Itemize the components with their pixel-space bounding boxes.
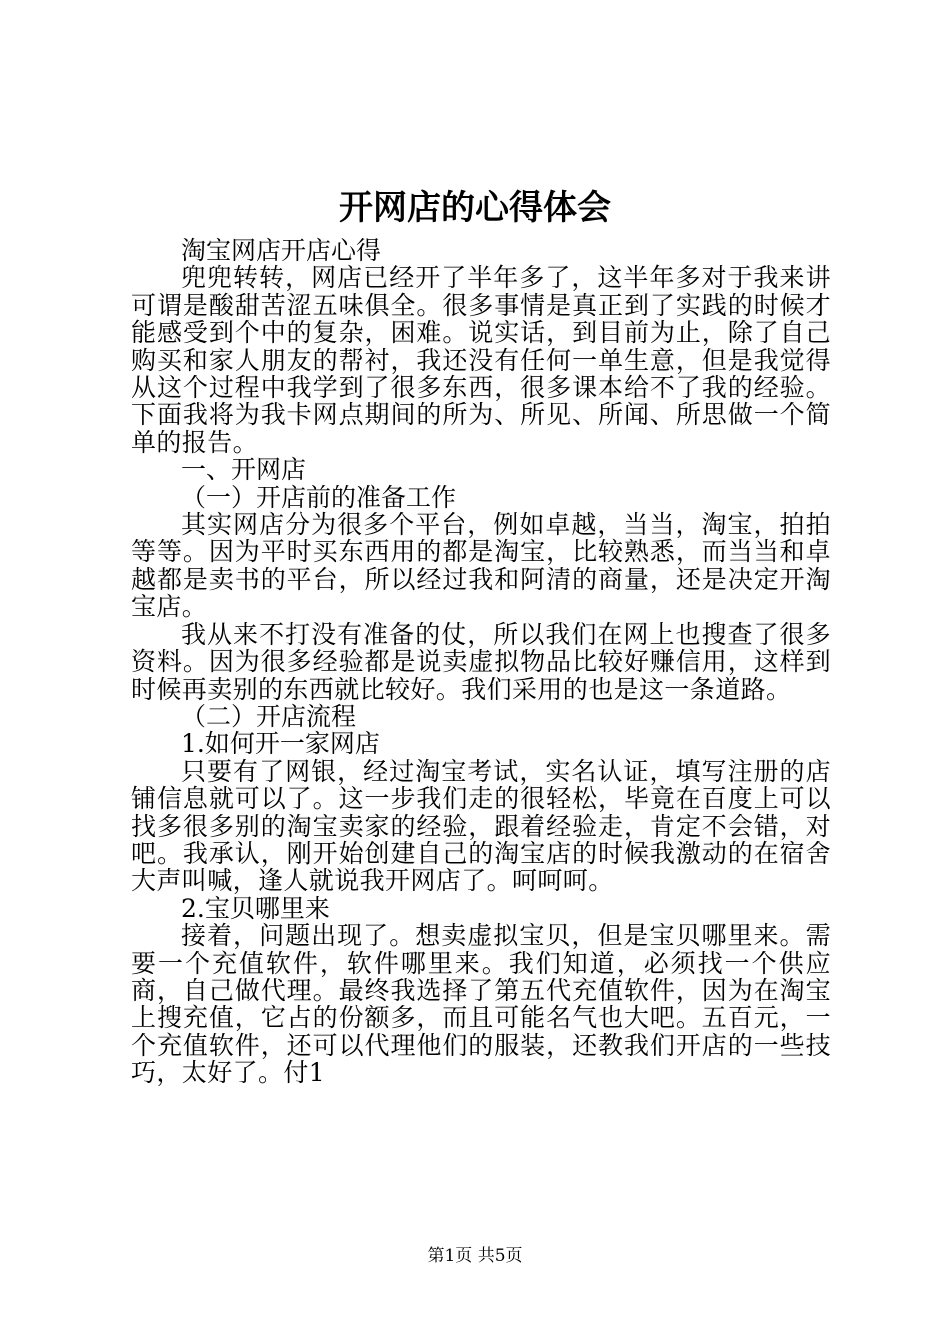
document-body (131, 237, 831, 1087)
section-heading: 淘宝网店开店心得 (181, 236, 382, 265)
section-heading: 一、开网店 (181, 455, 307, 485)
page-number-footer: 第1页 共5页 (427, 1246, 523, 1266)
subsection-heading: （一）开店前的准备工作 (181, 482, 457, 512)
paragraph: 只要有了网银，经过淘宝考试，实名认证，填写注册的店铺信息就可以了。这一步我们走的很轻松，毕竟在百度上可以找多很多别的淘宝卖家的经验，跟着经验走，肯定不会错，对吧。我承认，刚开始创建自己的淘宝店的时候我激动的在宿舍大声叫喊，逢人就说我开网店了。呵呵呵。 (131, 756, 831, 896)
subsection-heading: （二）开店流程 (181, 701, 357, 731)
paragraph: 兜兜转转，网店已经开了半年多了，这半年多对于我来讲可谓是酸甜苦涩五味俱全。很多事情是真正到了实践的时候才能感受到个中的复杂，困难。说实话，到目前为止，除了自己购买和家人朋友的帮衬，我还没有任何一单生意，但是我觉得从这个过程中我学到了很多东西，很多课本给不了我的经验。下面我将为我卡网点期间的所为、所见、所闻、所思做一个简单的报告。 (131, 263, 831, 457)
document-title: 开网店的心得体会 (339, 188, 611, 228)
paragraph: 其实网店分为很多个平台，例如卓越，当当，淘宝，拍拍等等。因为平时买东西用的都是淘宝，比较熟悉，而当当和卓越都是卖书的平台，所以经过我和阿清的商量，还是决定开淘宝店。 (131, 510, 831, 622)
paragraph: 我从来不打没有准备的仗，所以我们在网上也搜查了很多资料。因为很多经验都是说卖虚拟物品比较好赚信用，这样到时候再卖别的东西就比较好。我们采用的也是这一条道路。 (131, 619, 831, 704)
paragraph: 接着，问题出现了。想卖虚拟宝贝，但是宝贝哪里来。需要一个充值软件，软件哪里来。我们知道，必须找一个供应商，自己做代理。最终我选择了第五代充值软件，因为在淘宝上搜充值，它占的份额多，而且可能名气也大吧。五百元，一个充值软件，还可以代理他们的服装，还教我们开店的一些技巧，太好了。付1 (131, 921, 831, 1088)
item-heading: 1.如何开一家网店 (181, 729, 380, 759)
item-heading: 2.宝贝哪里来 (181, 893, 330, 923)
